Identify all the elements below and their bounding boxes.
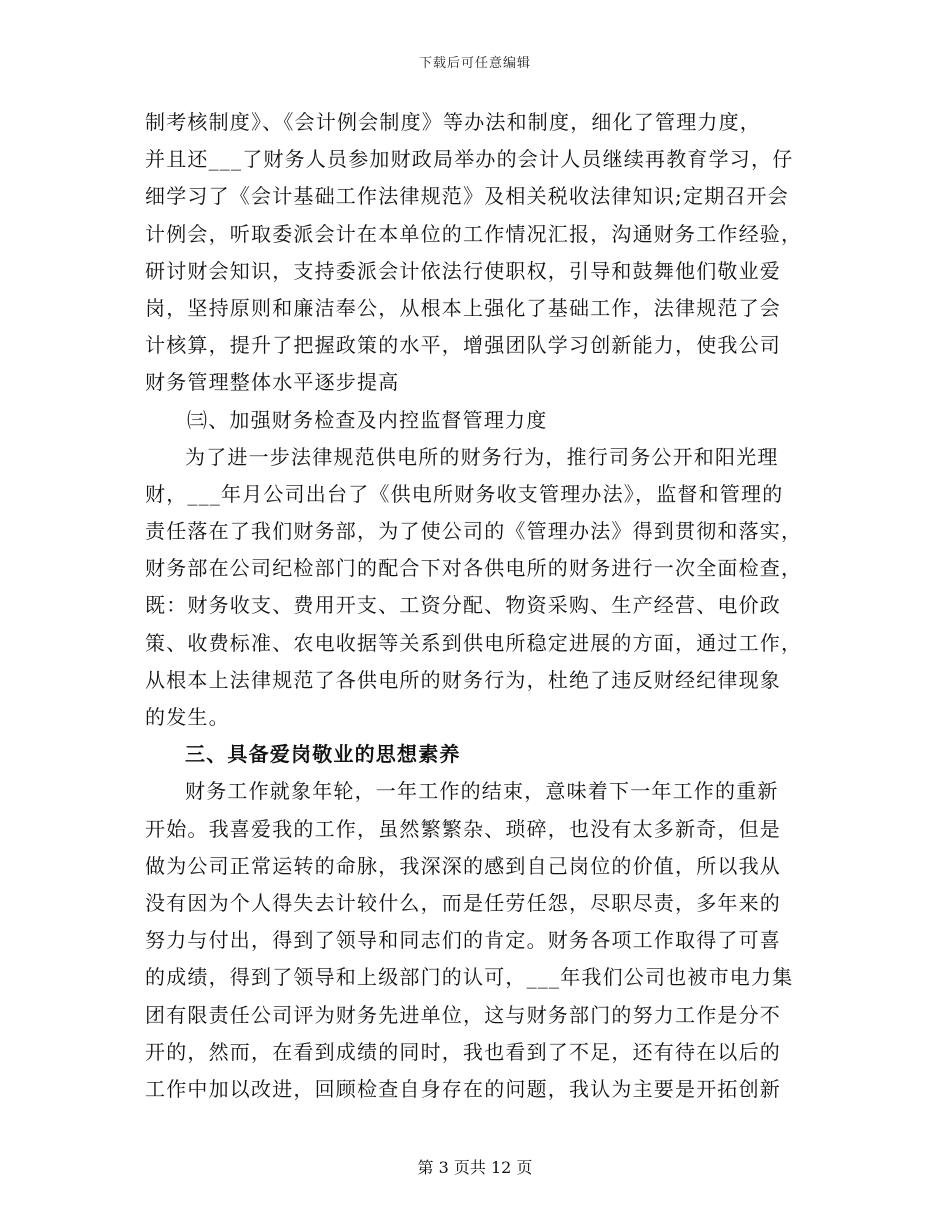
body-line: 既：财务收支、费用开支、工资分配、物资采购、生产经营、电价政 [145, 593, 781, 618]
body-line: 计核算，提升了把握政策的水平，增强团队学习创新能力，使我公司 [145, 333, 781, 358]
body-line: 制考核制度》、《会计例会制度》等办法和制度，细化了管理力度， [145, 110, 761, 134]
body-line: 的成绩，得到了领导和上级部门的认可，___年我们公司也被市电力集 [145, 965, 794, 990]
section-heading: 三、具备爱岗敬业的思想素养 [185, 742, 461, 767]
document-body [145, 104, 810, 1108]
body-line: 团有限责任公司评为财务先进单位，这与财务部门的努力工作是分不 [145, 1002, 781, 1027]
body-line: 开始。我喜爱我的工作，虽然繁繁杂、琐碎，也没有太多新奇，但是 [145, 816, 781, 841]
body-line: 开的，然而，在看到成绩的同时，我也看到了不足，还有待在以后的 [145, 1039, 781, 1064]
body-line: 的发生。 [145, 705, 230, 729]
body-line: 计例会，听取委派会计在本单位的工作情况汇报，沟通财务工作经验， [145, 221, 803, 246]
subsection-heading: ㈢、加强财务检查及内控监督管理力度 [187, 407, 548, 432]
body-line: 细学习了《会计基础工作法律规范》及相关税收法律知识;定期召开会 [145, 184, 789, 209]
body-line: 责任落在了我们财务部，为了使公司的《管理办法》得到贯彻和落实， [145, 519, 803, 544]
body-line: 研讨财会知识，支持委派会计依法行使职权，引导和鼓舞他们敬业爱 [145, 258, 781, 283]
body-line: 岗，坚持原则和廉洁奉公，从根本上强化了基础工作，法律规范了会 [145, 295, 781, 320]
body-line: 财，___年月公司出台了《供电所财务收支管理办法》，监督和管理的 [145, 481, 784, 506]
body-line: 工作中加以改进，回顾检查自身存在的问题，我认为主要是开拓创新 [145, 1076, 781, 1101]
page-header: 下载后可任意编辑 [418, 56, 531, 71]
body-line: 并且还___了财务人员参加财政局举办的会计人员继续再教育学习，仔 [145, 147, 794, 172]
body-line: 策、收费标准、农电收据等关系到供电所稳定进展的方面，通过工作， [145, 630, 803, 655]
body-line: 财务管理整体水平逐步提高 [145, 370, 400, 395]
body-line: 没有因为个人得失去计较什么，而是任劳任怨，尽职尽责，多年来的 [145, 890, 781, 915]
body-line: 为了进一步法律规范供电所的财务行为，推行司务公开和阳光理 [185, 444, 779, 469]
body-line: 从根本上法律规范了各供电所的财务行为，杜绝了违反财经纪律现象 [145, 667, 781, 692]
page-footer: 第 3 页共 12 页 [417, 1158, 533, 1177]
body-line: 努力与付出，得到了领导和同志们的肯定。财务各项工作取得了可喜 [145, 928, 781, 953]
body-line: 财务部在公司纪检部门的配合下对各供电所的财务进行一次全面检查， [145, 556, 803, 581]
body-line: 做为公司正常运转的命脉，我深深的感到自己岗位的价值，所以我从 [145, 853, 781, 878]
body-line: 财务工作就象年轮，一年工作的结束，意味着下一年工作的重新 [185, 779, 779, 804]
